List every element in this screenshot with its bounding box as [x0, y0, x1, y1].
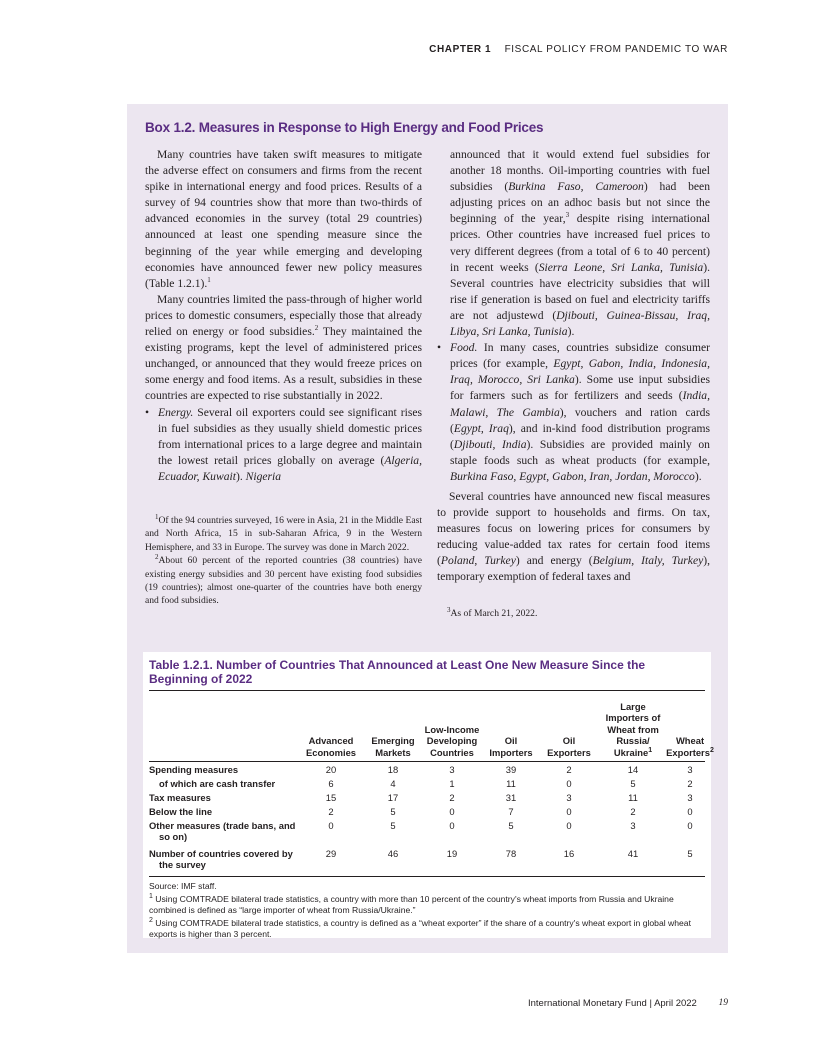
column-header-line: Economies [305, 746, 356, 758]
column-header-line: Advanced [308, 735, 354, 746]
table-1-2-1 [143, 652, 714, 939]
bullet-food: • Food. In many cases, countries subsidize consumer prices (for example, Egypt, Gabon, India, Indonesia, Iraq, Morocco, Sri Lanka). Some use input subsidies for farmers such as for fertilizers and seeds (India, Malawi, The Gambia), vouchers and ration cards (Egypt, Iraq), and in-kind food distribution programs (Djibouti, India). Subsidies are provided mainly on staple foods such as wheat products (for example, Burkina Faso, Egypt, Gabon, Iran, Jordan, Morocco). [437, 341, 710, 483]
chapter-label: CHAPTER 1 [429, 44, 492, 55]
table-cell: 20 [325, 764, 337, 775]
table-note-2: $^2$ Using COMTRADE bilateral trade statistics, a country is defined as a “wheat exporter” if the share of a country's wheat export in global wheat exports is higher than 3 percent. [149, 917, 691, 939]
right-column [437, 147, 710, 586]
table-cell: 11 [506, 778, 516, 789]
column-header-line [422, 701, 482, 713]
table-cell: 0 [328, 820, 334, 831]
table-cell: 0 [566, 820, 572, 831]
table-cell: 0 [566, 806, 572, 817]
paragraph: Many countries have taken swift measures to mitigate the adverse effect on consumers and firms from the recent spike in international energy and food prices. Results of a survey of 94 countries show that more than two-thirds of advanced economies in the survey (total 29 countries) announced at least one spending measure since the beginning of the year while emerging and developing economies have announced fewer new policy measures (Table 1.2.1).$^1$ [145, 148, 422, 290]
footnotes-left [145, 514, 422, 608]
chapter-title: FISCAL POLICY FROM PANDEMIC TO WAR [504, 44, 728, 55]
table-cell: 3 [687, 764, 693, 775]
table-cell: 2 [630, 806, 636, 817]
table-cell: 3 [566, 792, 572, 803]
column-header-line: Large [620, 700, 646, 712]
column-header-line [303, 701, 359, 713]
table-cell: 3 [687, 792, 693, 803]
table-cell: 3 [449, 764, 455, 775]
bullet-icon: • [437, 341, 442, 355]
row-label: Number of countries covered by the survey [149, 848, 293, 870]
table-cell: 0 [687, 820, 693, 831]
page-number: 19 [718, 998, 728, 1008]
row-label: Spending measures [149, 764, 239, 775]
column-header [422, 701, 482, 759]
column-header-line: Wheat from [607, 723, 659, 735]
column-header-line [543, 712, 595, 724]
column-header-line [662, 701, 718, 713]
column-header [367, 701, 419, 759]
table-row [149, 778, 705, 792]
bullet-list [145, 405, 422, 485]
column-header-line: Russia/ [616, 735, 650, 746]
column-header-line [543, 724, 595, 736]
table-cell: 46 [387, 848, 399, 859]
column-header-line [485, 724, 537, 736]
column-header-line [662, 712, 718, 724]
table-row [149, 792, 705, 806]
column-header [543, 701, 595, 759]
column-header-line [543, 701, 595, 713]
table-cell: 41 [627, 848, 639, 859]
issue-date: April 2022 [654, 998, 697, 1009]
footnote-2: $^2$About 60 percent of the reported countries (38 countries) have existing energy subsidies and 30 percent have existing food subsidies (19 countries); almost one-quarter of the countries have both energy and food subsidies. [145, 553, 422, 607]
table-cell: 0 [687, 806, 693, 817]
row-label: Other measures (trade bans, and so on) [149, 820, 296, 842]
table-cell: 5 [687, 848, 693, 859]
paragraph: Several countries have announced new fiscal measures to provide support to households and firms. On tax, measures focus on lowering prices for consumers by reducing value-added tax rates for certain food items (Poland, Turkey) and energy (Belgium, Italy, Turkey), temporary exemption of federal taxes and [437, 489, 710, 584]
table-cell: 17 [387, 792, 399, 803]
paragraph: Many countries limited the pass-through of higher world prices to domestic consumers, especially those that already relied on energy or food subsidies.$^2$ They maintained the existing programs, kept the level of administered prices unchanged, or announced that they would freeze prices on some energy and food items. As a result, subsidies in these countries are expected to rise substantially in 2022. [145, 292, 422, 403]
box-1-2 [127, 104, 728, 953]
running-header [429, 44, 728, 55]
column-header-line: Low-Income [424, 723, 480, 735]
table-cell: 6 [328, 778, 334, 789]
column-header-line: Countries [430, 746, 474, 758]
column-header-line [422, 712, 482, 724]
column-header [485, 701, 537, 759]
column-header-line [367, 701, 419, 713]
publisher: International Monetary Fund [528, 998, 647, 1009]
table-cell: 2 [566, 764, 572, 775]
bullet-energy-continued: announced that it would extend fuel subsidies for another 18 months. Oil-importing countries with fuel subsidies (Burkina Faso, Cameroon) had been adjusting prices on an adhoc basis but not since the beginning of the year,$^3$ despite rising international prices. Other countries have increased fuel prices to very different degrees (from a total of 6 to 40 percent) in recent weeks (Sierra Leone, Sri Lanka, Tunisia). Several countries have electricity subsidies that will rise if generation is based on fuel and electricity tariffs are not adjustewd (Djibouti, Guinea-Bissau, Iraq, Libya, Sri Lanka, Tunisia). [450, 148, 710, 339]
table-cell: 15 [325, 792, 337, 803]
table-cell: 1 [449, 778, 455, 789]
table-cell: 0 [449, 806, 455, 817]
table-cell: 7 [508, 806, 514, 817]
table-row [149, 806, 705, 820]
column-header-line: Oil [562, 735, 576, 746]
footnote-1: $^1$Of the 94 countries surveyed, 16 were in Asia, 21 in the Middle East and North Africa, 15 in sub-Saharan Africa, 9 in the Western Hemisphere, and 33 in Europe. The survey was done in March 2022. [145, 512, 422, 553]
table-cell: 19 [446, 848, 458, 859]
column-header-line: Markets [375, 746, 411, 758]
table-body [149, 764, 705, 876]
left-column [145, 147, 422, 485]
column-header-line: Emerging [371, 735, 415, 746]
table-cell: 5 [508, 820, 514, 831]
table-cell: 2 [687, 778, 693, 789]
table-source: Source: IMF staff. [149, 881, 217, 891]
table-cell: 11 [628, 792, 638, 803]
table-notes [149, 876, 705, 942]
table-cell: 5 [390, 806, 396, 817]
table-cell: 39 [505, 764, 517, 775]
column-header-line [662, 724, 718, 736]
table-cell: 0 [566, 778, 572, 789]
table-row [149, 764, 705, 778]
box-title: Box 1.2. Measures in Response to High Energy and Food Prices [145, 120, 544, 135]
column-header-line [485, 701, 537, 713]
column-header-line [303, 724, 359, 736]
table [149, 690, 714, 876]
table-note-1: $^1$ Using COMTRADE bilateral trade statistics, a country with more than 10 percent of the country's wheat imports from Russia and Ukraine combined is defined as “large importer of wheat from Russia/Ukraine.” [149, 893, 674, 915]
column-header-line [367, 724, 419, 736]
table-cell: 5 [390, 820, 396, 831]
row-label: of which are cash transfer [159, 778, 276, 789]
column-header-line: Exporters$^2$ [666, 746, 714, 758]
column-header-line: Ukraine$^1$ [613, 746, 653, 758]
column-header-line: Wheat [675, 735, 705, 746]
column-header-line [303, 712, 359, 724]
column-header [303, 701, 359, 759]
table-cell: 29 [325, 848, 337, 859]
table-cell: 5 [630, 778, 636, 789]
footnotes-right [437, 607, 710, 620]
column-header [662, 701, 718, 759]
table-cell: 2 [449, 792, 455, 803]
bullet-list [437, 147, 710, 485]
bullet-energy: • Energy. Several oil exporters could see significant rises in fuel subsidies as they usually shield domestic prices from international prices to a large degree and maintain the lowest retail prices globally on average (Algeria, Ecuador, Kuwait). Nigeria [145, 405, 422, 483]
column-header-line: Importers [489, 746, 533, 758]
table-cell: 0 [449, 820, 455, 831]
row-label: Below the line [149, 806, 213, 817]
separator: | [649, 998, 652, 1009]
table-cell: 78 [505, 848, 517, 859]
table-cell: 2 [328, 806, 334, 817]
bullet-icon: • [145, 405, 150, 419]
table-cell: 4 [390, 778, 396, 789]
column-header-line [367, 712, 419, 724]
table-cell: 18 [387, 764, 399, 775]
column-header-line: Exporters [547, 746, 591, 758]
column-header-line: Oil [504, 735, 518, 746]
column-header-line: Developing [426, 735, 478, 746]
table-cell: 14 [627, 764, 639, 775]
table-header [149, 691, 714, 762]
column-header-line: Importers of [605, 712, 661, 723]
page-footer [528, 998, 728, 1009]
table-row [149, 820, 705, 848]
table-row [149, 848, 705, 876]
table-cell: 16 [563, 848, 575, 859]
footnote-3: $^3$As of March 21, 2022. [447, 605, 538, 619]
row-label: Tax measures [149, 792, 211, 803]
table-cell: 31 [505, 792, 517, 803]
table-title: Table 1.2.1. Number of Countries That Announced at Least One New Measure Since the Beginning of 2022 [149, 658, 646, 686]
column-header [602, 701, 664, 759]
column-header-line [485, 712, 537, 724]
table-cell: 3 [630, 820, 636, 831]
